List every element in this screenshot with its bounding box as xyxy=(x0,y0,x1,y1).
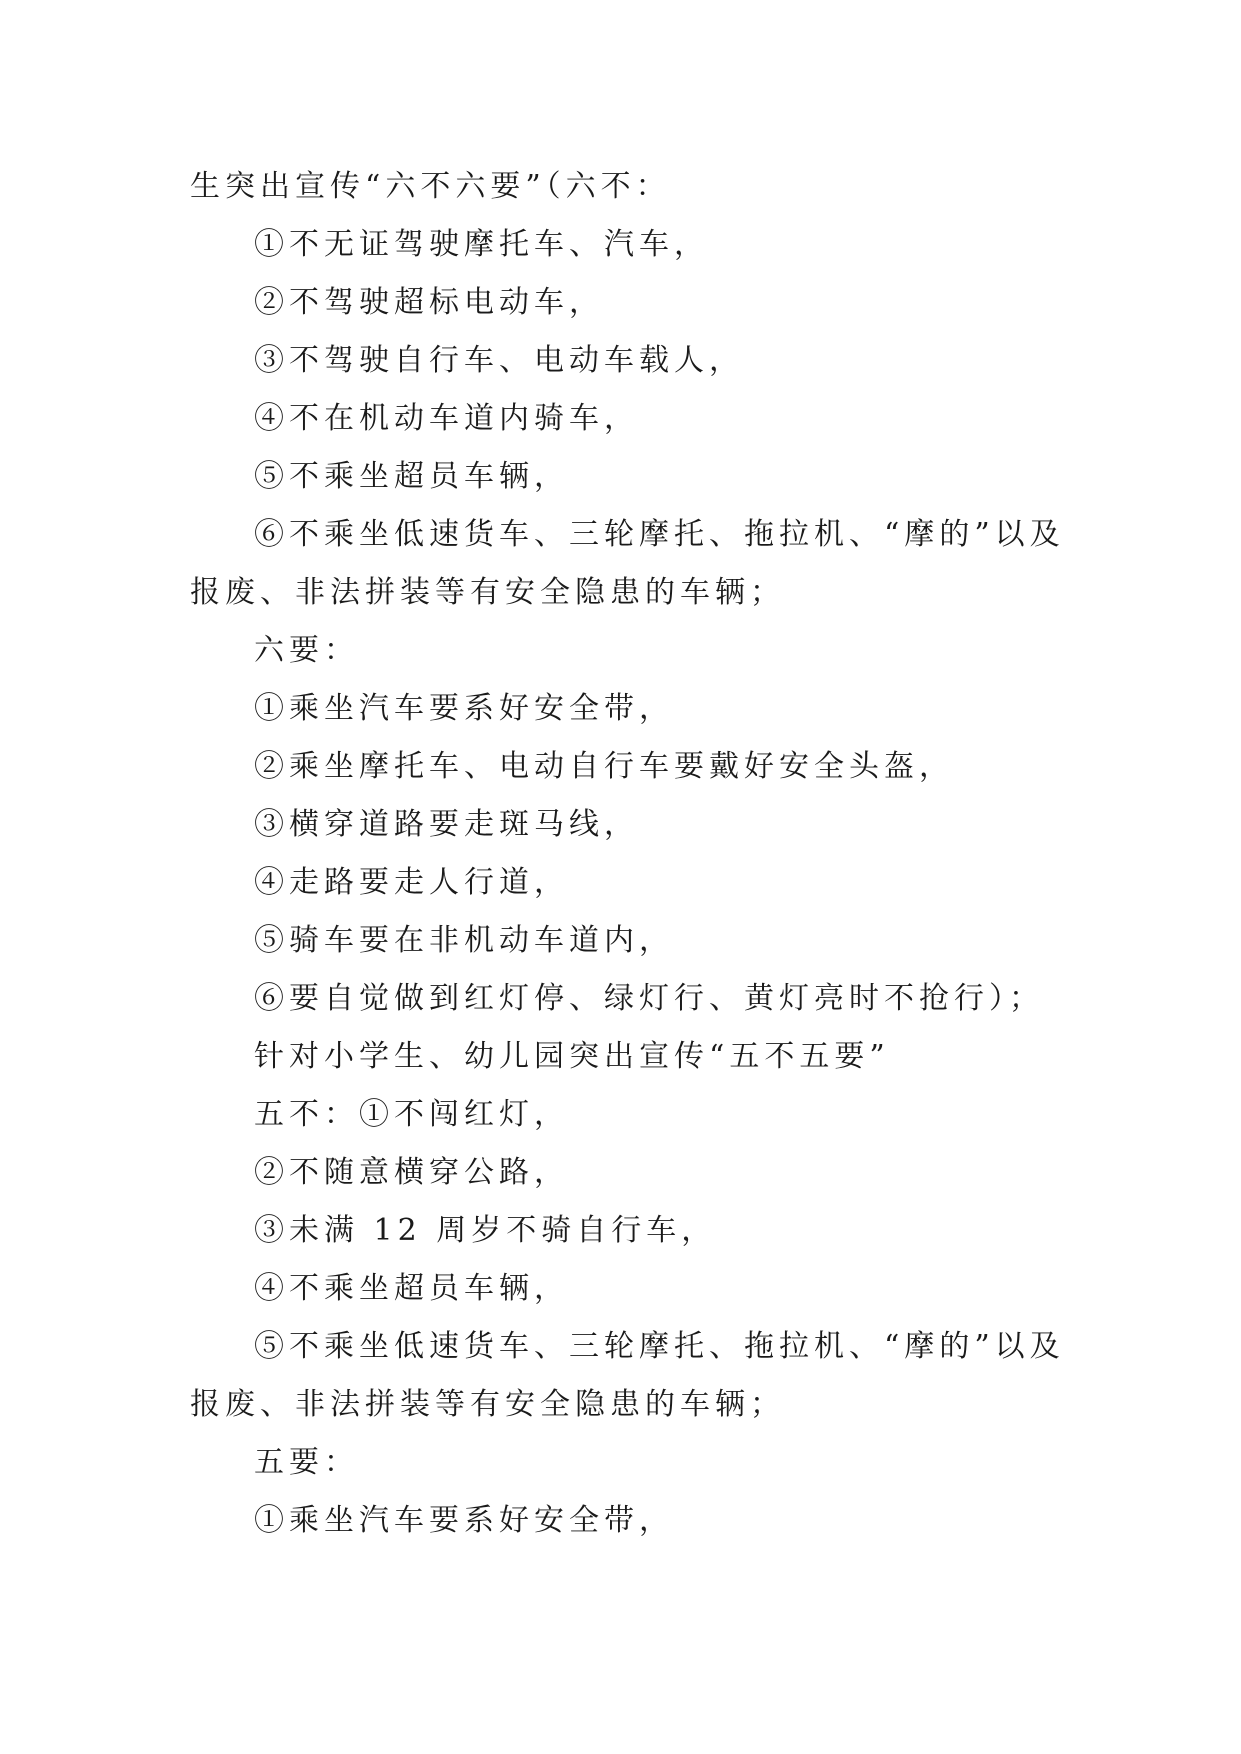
text-line: 针对小学生、幼儿园突出宣传“五不五要” xyxy=(254,1039,890,1074)
text-line: 六要： xyxy=(254,633,359,668)
text-line: ②不驾驶超标电动车， xyxy=(254,285,604,320)
text-line: ⑥不乘坐低速货车、三轮摩托、拖拉机、“摩的”以及 xyxy=(254,517,1065,552)
text-line: ②乘坐摩托车、电动自行车要戴好安全头盔， xyxy=(254,749,954,784)
text-line: ⑤不乘坐低速货车、三轮摩托、拖拉机、“摩的”以及 xyxy=(254,1329,1065,1364)
text-line: 报废、非法拼装等有安全隐患的车辆； xyxy=(190,575,785,610)
document-body xyxy=(190,158,1070,1550)
text-line: ⑥要自觉做到红灯停、绿灯行、黄灯亮时不抢行）； xyxy=(254,981,1044,1016)
text-line: ⑤不乘坐超员车辆， xyxy=(254,459,569,494)
text-line: ④不乘坐超员车辆， xyxy=(254,1271,569,1306)
text-line: 报废、非法拼装等有安全隐患的车辆； xyxy=(190,1387,785,1422)
text-line: 五要： xyxy=(254,1445,359,1480)
text-line: 五不：①不闯红灯， xyxy=(254,1097,569,1132)
text-line: ①乘坐汽车要系好安全带， xyxy=(254,1503,674,1538)
text-line: ③不驾驶自行车、电动车载人， xyxy=(254,343,744,378)
text-line: ④不在机动车道内骑车， xyxy=(254,401,639,436)
text-line: ①乘坐汽车要系好安全带， xyxy=(254,691,674,726)
text-line: ①不无证驾驶摩托车、汽车， xyxy=(254,227,709,262)
text-line: ⑤骑车要在非机动车道内， xyxy=(254,923,674,958)
text-line: 生突出宣传“六不六要”（六不： xyxy=(190,169,671,204)
text-line: ②不随意横穿公路， xyxy=(254,1155,569,1190)
text-line: ④走路要走人行道， xyxy=(254,865,569,900)
text-line: ③横穿道路要走斑马线， xyxy=(254,807,639,842)
text-line: ③未满 12 周岁不骑自行车， xyxy=(254,1213,717,1248)
